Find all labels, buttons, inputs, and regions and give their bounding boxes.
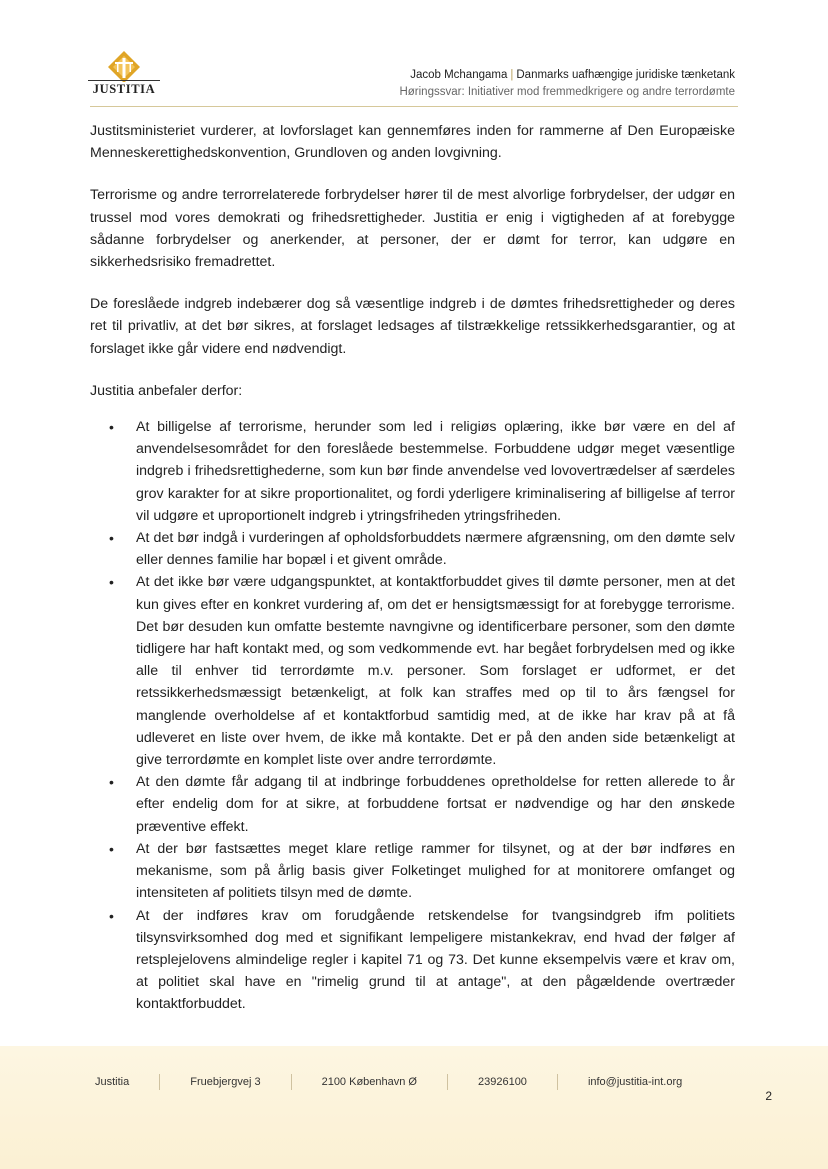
list-item [109,527,735,571]
list-item-text: At det bør indgå i vurderingen af opholdsforbuddets nærmere afgrænsning, om den dømte selv eller dennes familie har bopæl i et givent område. [136,530,735,569]
footer-phone: 23926100 [477,1076,527,1088]
list-item [109,416,735,527]
bullet-icon: • [109,907,114,924]
recommendations-intro: Justitia anbefaler derfor: [90,382,243,399]
footer-contact-row [95,1072,755,1092]
paragraph: Terrorisme og andre terrorrelaterede forbrydelser hører til de mest alvorlige forbrydelser, der udgør en trussel mod vores demokrati og frihedsrettigheder. Justitia er enig i vigtigheden af at forebygge sådanne forbrydelser og anerkender, at personer, der er dømt for terror, kan udgøre en sikkerhedsrisiko fremadrettet. [90,187,735,271]
header-author: Jacob Mchangama [410,69,508,81]
list-item-text: At billigelse af terrorisme, herunder som led i religiøs oplæring, ikke bør være en del af anvendelsesområdet for den foreslåede bestemmelse. Forbuddene udgør meget væsentlige indgreb i frihedsrettighederne, som kun bør finde anvendelse ved lovovertrædelser af særdeles grov karakter for at sikre proportionalitet, og fordi yderligere kriminalisering af billigelse af terror vil udgøre et uproportionelt indgreb i ytringsfriheden ytringsfriheden. [136,419,735,524]
page-header [399,66,735,101]
logo-wordmark: JUSTITIA [88,80,160,97]
footer-city: 2100 København Ø [321,1076,417,1088]
footer-divider [159,1074,160,1090]
header-author-line [399,66,735,84]
paragraph: Justitsministeriet vurderer, at lovforslaget kan gennemføres inden for rammerne af Den Europæiske Menneskerettighedskonvention, Grundloven og anden lovgivning. [90,123,735,162]
list-item-text: At det ikke bør være udgangspunktet, at kontaktforbuddet gives til dømte personer, men at det kun gives efter en konkret vurdering af, om det er hensigtsmæssigt for at forebygge terrorisme. Det bør desuden kun omfatte bestemte navngivne og identificerbare personer, som den dømte tidligere har haft kontakt med, og som vedkommende evt. har begået forbrydelsen med og ikke alle til enhver tid terrordømte m.v. personer. Som forslaget er udformet, er det retssikkerhedsmæssigt betænkeligt, at folk kan straffes med op til to års fængsel for manglende overholdelse af et kontaktforbud samtidig med, at de ikke har krav på at få udleveret en liste over hvem, de ikke må kontakte. Det er på den anden side betænkeligt at give terrordømte en komplet liste over andre terrordømte. [136,574,735,769]
scales-emblem-icon [104,50,144,82]
bullet-icon: • [109,840,114,857]
recommendations-list [90,416,735,1015]
list-item-text: At der indføres krav om forudgående retskendelse for tvangsindgreb ifm politiets tilsynsvirksomhed dog med et signifikant lempeligere mistankekrav, end hvad der følger af retsplejelovens almindelige regler i kapitel 71 og 73. Det kunne eksempelvis være et krav om, at politiet skal have en "rimelig grund til at antage", at den pågældende overtræder kontaktforbuddet. [136,907,735,1013]
footer-email: info@justitia-int.org [587,1076,683,1088]
list-item [109,771,735,838]
header-subtitle: Høringssvar: Initiativer mod fremmedkrigere og andre terrordømte [399,86,735,98]
justitia-logo [88,50,160,96]
list-item-text: At der bør fastsættes meget klare retlige rammer for tilsynet, og at der bør indføres en mekanisme, som på årlig basis giver Folketinget mulighed for at monitorere omfanget og intensiteten af politiets tilsyn med de dømte. [136,840,735,902]
footer-divider [447,1074,448,1090]
header-separator: | [510,69,514,81]
footer-divider [291,1074,292,1090]
page-footer [0,1046,828,1169]
header-divider [90,106,738,107]
footer-divider [557,1074,558,1090]
list-item-text: At den dømte får adgang til at indbringe forbuddenes opretholdelse for retten allerede to år efter endelig dom for at sikre, at forbuddene fortsat er nødvendige og har den ønskede præventive effekt. [136,774,735,835]
bullet-icon: • [109,530,114,547]
list-item [109,838,735,905]
bullet-icon: • [109,574,114,591]
document-body [90,120,735,1016]
paragraph: De foreslåede indgreb indebærer dog så væsentlige indgreb i de dømtes frihedsrettigheder og deres ret til privatliv, at det bør sikres, at forslaget ledsages af tilstrækkelige retssikkerhedsgarantier, og at forslaget ikke går videre end nødvendigt. [90,296,735,357]
page-number: 2 [765,1089,772,1103]
footer-org: Justitia [95,1076,130,1088]
bullet-icon: • [109,419,114,436]
list-item [109,905,735,1016]
list-item [109,571,735,771]
footer-street: Fruebjergvej 3 [190,1076,261,1088]
header-organization: Danmarks uafhængige juridiske tænketank [516,69,735,81]
bullet-icon: • [109,774,114,791]
